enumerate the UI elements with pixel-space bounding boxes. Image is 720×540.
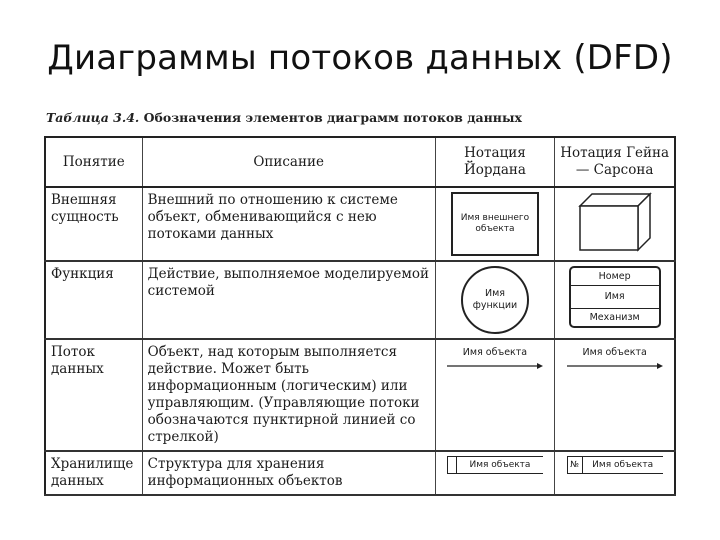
header-concept: Понятие (45, 137, 142, 187)
cell-description: Структура для хранения информационных объектов (142, 451, 435, 495)
cell-gane-sarson (555, 187, 675, 261)
slide-title: Диаграммы потоков данных (DFD) (47, 38, 673, 78)
flow-label: Имя объекта (462, 347, 528, 358)
dfd-notation-table (44, 136, 676, 496)
process-mechanism: Механизм (571, 308, 659, 326)
data-store-symbol (447, 456, 543, 474)
table-row (45, 339, 675, 451)
table-row (45, 261, 675, 339)
data-store-symbol (567, 456, 663, 474)
arrow-right-icon (567, 362, 663, 370)
cell-concept: Внешняя сущность (45, 187, 142, 261)
cell-yourdon (435, 261, 555, 339)
header-description: Описание (142, 137, 435, 187)
cell-gane-sarson (555, 451, 675, 495)
data-flow-symbol (567, 344, 663, 370)
table-row (45, 451, 675, 495)
cell-description: Внешний по отношению к системе объект, обменивающийся с нею потоками данных (142, 187, 435, 261)
cell-description: Объект, над которым выполняется действие. Может быть информационным (логическим) или управляющим. (Управляющие потоки обозначаются пунктирной линией со стрелкой) (142, 339, 435, 451)
store-id: № (567, 457, 583, 473)
table-header-row (45, 137, 675, 187)
cell-description: Действие, выполняемое моделируемой системой (142, 261, 435, 339)
store-label: Имя объекта (592, 459, 654, 470)
cell-gane-sarson (555, 339, 675, 451)
cell-yourdon (435, 187, 555, 261)
table-caption (46, 110, 522, 125)
cell-yourdon (435, 451, 555, 495)
store-open-end (447, 457, 457, 473)
header-gane-sarson: Нотация Гейна — Сарсона (555, 137, 675, 187)
cell-yourdon (435, 339, 555, 451)
table-row (45, 187, 675, 261)
external-entity-symbol: Имя внешнего объекта (451, 192, 539, 256)
process-name: Имя (604, 291, 625, 302)
process-number: Номер (571, 268, 659, 286)
function-circle-symbol: Имя функции (461, 266, 529, 334)
header-yourdon: Нотация Йордана (435, 137, 555, 187)
process-box-symbol (569, 266, 661, 328)
cell-concept: Поток данных (45, 339, 142, 451)
store-label: Имя объекта (469, 459, 531, 470)
cell-concept: Функция (45, 261, 142, 339)
flow-label: Имя объекта (582, 347, 647, 358)
data-flow-symbol (447, 344, 543, 370)
caption-label: Таблица 3.4. (46, 110, 140, 125)
arrow-right-icon (447, 362, 543, 370)
cell-concept: Хранилище данных (45, 451, 142, 495)
caption-text: Обозначения элементов диаграмм потоков данных (143, 110, 522, 125)
cell-gane-sarson (555, 261, 675, 339)
cube-symbol (578, 192, 652, 252)
